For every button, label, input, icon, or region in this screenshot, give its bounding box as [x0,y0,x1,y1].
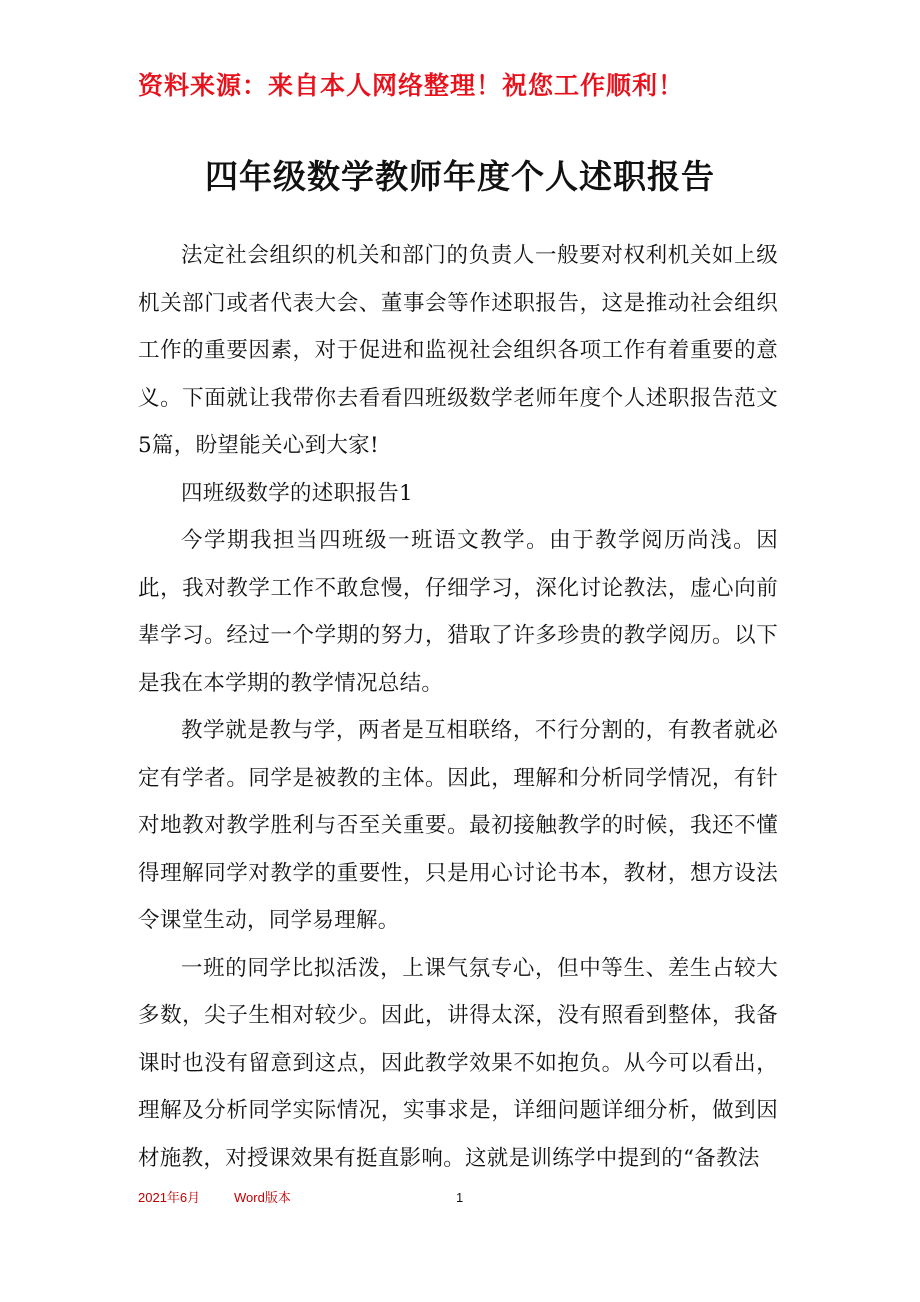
body-paragraph: 今学期我担当四班级一班语文教学。由于教学阅历尚浅。因此，我对教学工作不敢怠慢，仔细学习，深化讨论教法，虚心向前辈学习。经过一个学期的努力，猎取了许多珍贵的教学阅历。以下是我在本学期的教学情况总结。 [138,528,778,696]
page-footer [138,1186,838,1210]
body-paragraph: 教学就是教与学，两者是互相联络，不行分割的，有教者就必定有学者。同学是被教的主体。因此，理解和分析同学情况，有针对地教对教学胜利与否至关重要。最初接触教学的时候，我还不懂得理解同学对教学的重要性，只是用心讨论书本，教材，想方设法令课堂生动，同学易理解。 [138,718,778,933]
footer-version: Word版本 [234,1190,291,1205]
document-title: 四年级数学教师年度个人述职报告 [205,157,715,196]
body-paragraph: 一班的同学比拟活泼，上课气氛专心，但中等生、差生占较大多数，尖子生相对较少。因此，讲得太深，没有照看到整体，我备课时也没有留意到这点，因此教学效果不如抱负。从今可以看出，理解及分析同学实际情况，实事求是，详细问题详细分析，做到因材施教，对授课效果有挺直影响。这就是训练学中提到的“备教法 [138,955,778,1171]
intro-paragraph: 法定社会组织的机关和部门的负责人一般要对权利机关如上级机关部门或者代表大会、董事会等作述职报告，这是推动社会组织工作的重要因素，对于促进和监视社会组织各项工作有着重要的意义。下面就让我带你去看看四班级数学老师年度个人述职报告范文5篇，盼望能关心到大家! [138,243,778,458]
source-banner: 资料来源：来自本人网络整理！祝您工作顺利！ [138,71,685,100]
document-body [138,232,778,1182]
page-number: 1 [456,1190,464,1205]
section-heading: 四班级数学的述职报告1 [181,480,413,506]
footer-date: 2021年6月 [138,1190,201,1205]
